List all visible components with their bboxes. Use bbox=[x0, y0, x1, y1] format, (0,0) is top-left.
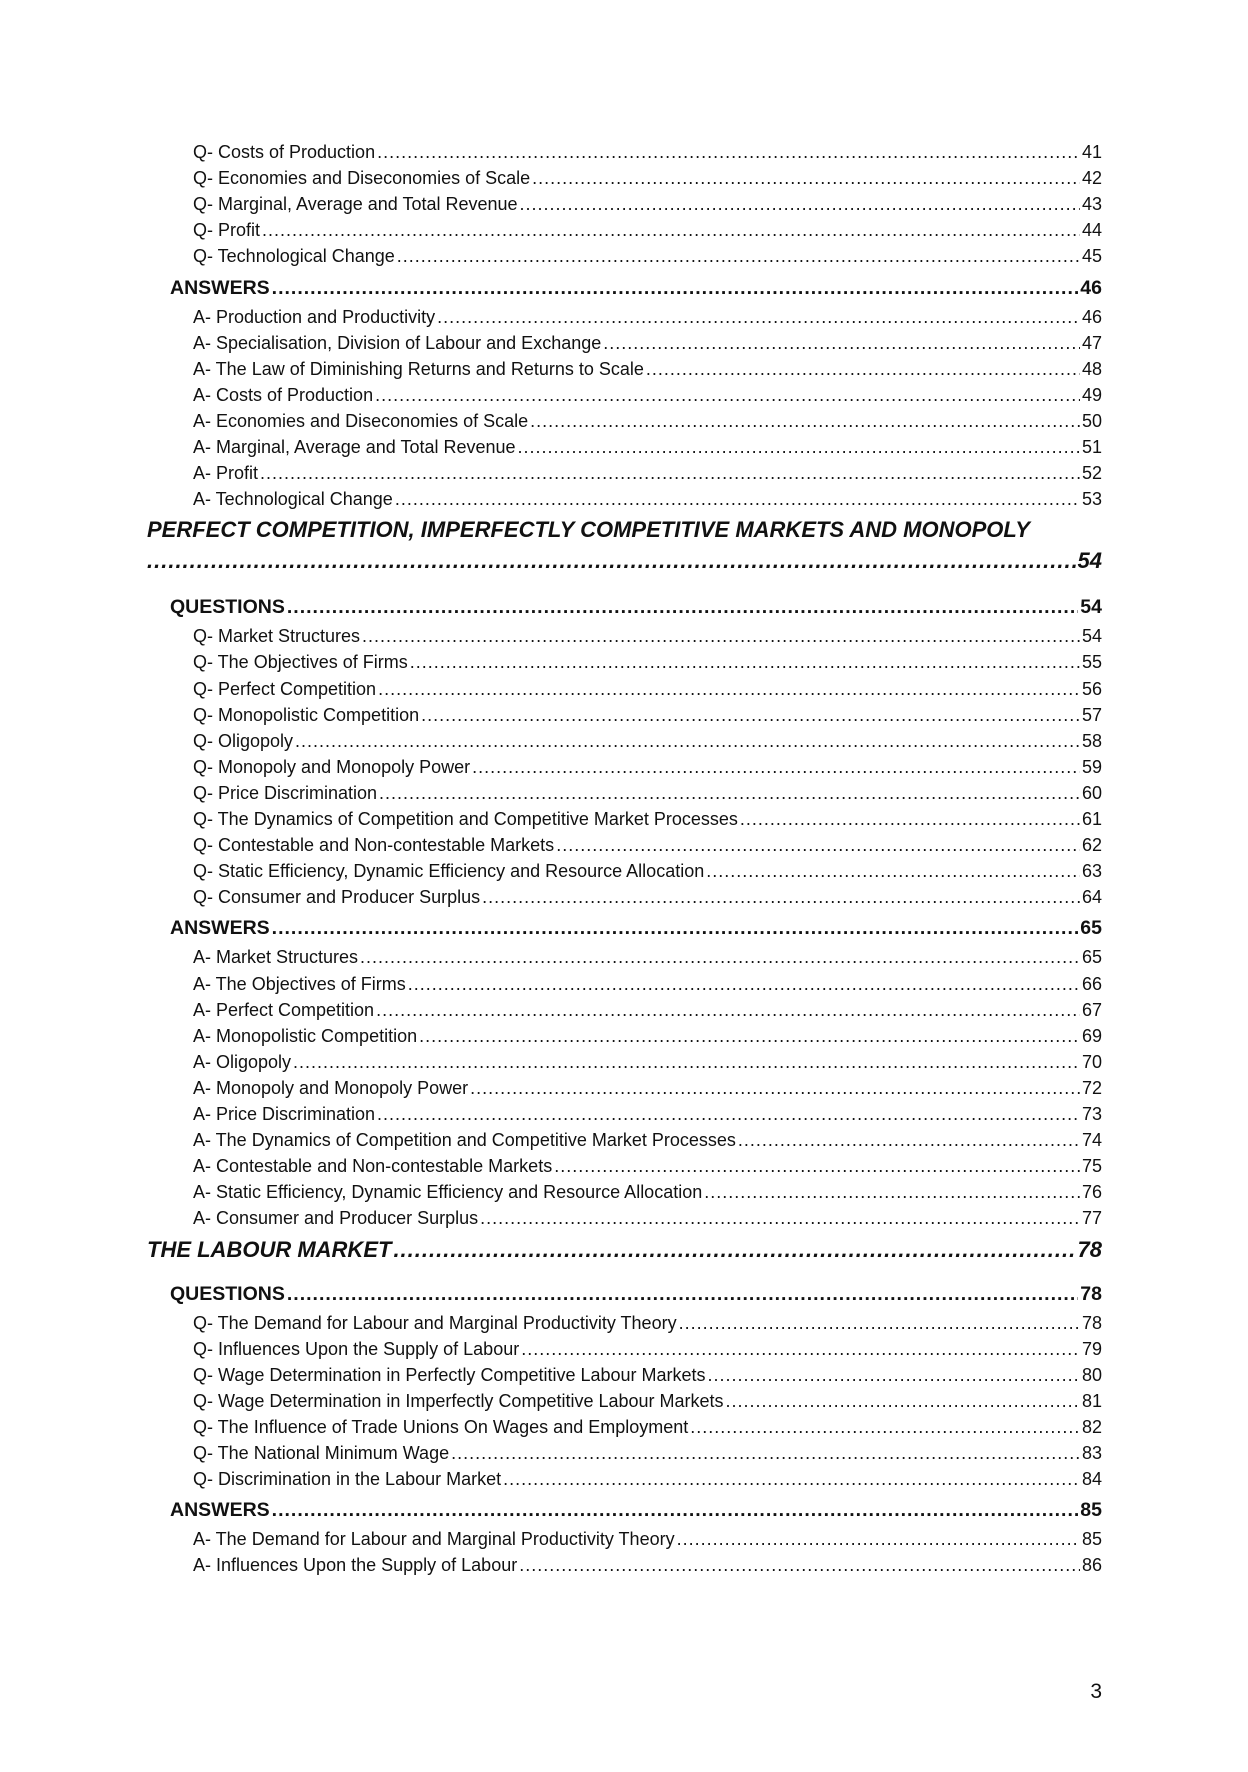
toc-entry-page-number: 74 bbox=[1081, 1130, 1102, 1151]
toc-entry[interactable] bbox=[193, 651, 1102, 673]
toc-group-heading[interactable] bbox=[170, 276, 1102, 300]
toc-entry-page-number: 82 bbox=[1081, 1416, 1102, 1437]
toc-entry-page-number: 60 bbox=[1081, 782, 1102, 803]
toc-entry-label: Q- The Demand for Labour and Marginal Productivity Theory bbox=[193, 1312, 677, 1333]
toc-entry-page-number: 56 bbox=[1081, 678, 1102, 699]
toc-entry-page-number: 79 bbox=[1081, 1338, 1102, 1359]
toc-entry[interactable] bbox=[193, 1468, 1102, 1490]
toc-entry-page-number: 48 bbox=[1081, 358, 1102, 379]
dot-leader bbox=[376, 999, 1080, 1021]
toc-entry-page-number: 44 bbox=[1081, 220, 1102, 241]
toc-section-heading-page-number: 54 bbox=[1077, 548, 1102, 574]
toc-entry-label: Q- Wage Determination in Imperfectly Competitive Labour Markets bbox=[193, 1390, 724, 1411]
toc-entry-page-number: 59 bbox=[1081, 756, 1102, 777]
toc-section-heading-label: THE LABOUR MARKET bbox=[147, 1236, 392, 1262]
toc-entry[interactable] bbox=[193, 1528, 1102, 1550]
toc-entry-label: A- Specialisation, Division of Labour and Exchange bbox=[193, 332, 602, 353]
dot-leader bbox=[408, 973, 1080, 995]
dot-leader bbox=[677, 1528, 1080, 1550]
toc-entry[interactable] bbox=[193, 1077, 1102, 1099]
toc-entry-label: A- Consumer and Producer Surplus bbox=[193, 1208, 479, 1229]
toc-entry[interactable] bbox=[193, 704, 1102, 726]
toc-entry-page-number: 57 bbox=[1081, 704, 1102, 725]
toc-section-heading-page-number: 78 bbox=[1077, 1236, 1102, 1262]
toc-entry-page-number: 62 bbox=[1081, 835, 1102, 856]
dot-leader bbox=[554, 1155, 1080, 1177]
toc-entry[interactable] bbox=[193, 1103, 1102, 1125]
dot-leader bbox=[556, 834, 1080, 856]
toc-entry[interactable] bbox=[193, 730, 1102, 752]
toc-entry-label: A- The Dynamics of Competition and Competitive Market Processes bbox=[193, 1130, 736, 1151]
toc-entry-label: Q- Market Structures bbox=[193, 626, 361, 647]
toc-entry[interactable] bbox=[193, 141, 1102, 163]
toc-entry-page-number: 80 bbox=[1081, 1364, 1102, 1385]
toc-entry-page-number: 50 bbox=[1081, 410, 1102, 431]
toc-entry-page-number: 77 bbox=[1081, 1208, 1102, 1229]
toc-entry-page-number: 72 bbox=[1081, 1077, 1102, 1098]
dot-leader bbox=[603, 332, 1080, 354]
dot-leader bbox=[726, 1390, 1080, 1412]
dot-leader bbox=[287, 595, 1078, 619]
toc-entry-label: A- Perfect Competition bbox=[193, 999, 375, 1020]
dot-leader bbox=[451, 1442, 1080, 1464]
dot-leader bbox=[377, 1103, 1080, 1125]
toc-entry[interactable] bbox=[193, 1025, 1102, 1047]
dot-leader bbox=[287, 1282, 1078, 1306]
toc-entry[interactable] bbox=[193, 886, 1102, 908]
toc-entry-page-number: 65 bbox=[1081, 947, 1102, 968]
dot-leader bbox=[690, 1416, 1080, 1438]
toc-group-heading[interactable] bbox=[170, 916, 1102, 940]
toc-entry-label: A- Market Structures bbox=[193, 947, 359, 968]
toc-section-heading[interactable] bbox=[147, 1236, 1102, 1264]
toc-entry-label: Q- Technological Change bbox=[193, 246, 395, 267]
toc-entry-page-number: 76 bbox=[1081, 1182, 1102, 1203]
dot-leader bbox=[706, 860, 1080, 882]
toc-entry-label: Q- Monopolistic Competition bbox=[193, 704, 420, 725]
toc-entry-label: A- The Demand for Labour and Marginal Productivity Theory bbox=[193, 1529, 675, 1550]
dot-leader bbox=[482, 886, 1080, 908]
dot-leader bbox=[738, 1129, 1080, 1151]
toc-entry[interactable] bbox=[193, 245, 1102, 267]
toc-entry[interactable] bbox=[193, 1312, 1102, 1334]
toc-entry[interactable] bbox=[193, 999, 1102, 1021]
dot-leader bbox=[260, 462, 1080, 484]
toc-entry[interactable] bbox=[193, 1181, 1102, 1203]
dot-leader bbox=[397, 245, 1080, 267]
toc-entry[interactable] bbox=[193, 488, 1102, 510]
toc-entry-page-number: 58 bbox=[1081, 730, 1102, 751]
toc-entry[interactable] bbox=[193, 756, 1102, 778]
toc-entry-label: A- Economies and Diseconomies of Scale bbox=[193, 410, 529, 431]
toc-entry-label: A- Production and Productivity bbox=[193, 306, 436, 327]
toc-entry[interactable] bbox=[193, 1207, 1102, 1229]
dot-leader bbox=[503, 1468, 1080, 1490]
toc-entry[interactable] bbox=[193, 973, 1102, 995]
toc-entry-label: A- Oligopoly bbox=[193, 1051, 292, 1072]
toc-entry-page-number: 86 bbox=[1081, 1555, 1102, 1576]
toc-entry[interactable] bbox=[193, 1390, 1102, 1412]
toc-entry-page-number: 78 bbox=[1081, 1312, 1102, 1333]
toc-entry-page-number: 55 bbox=[1081, 652, 1102, 673]
dot-leader bbox=[393, 1236, 1075, 1264]
toc-entry-label: Q- Influences Upon the Supply of Labour bbox=[193, 1338, 520, 1359]
toc-group-heading-label: QUESTIONS bbox=[170, 596, 285, 619]
dot-leader bbox=[421, 704, 1080, 726]
toc-entry-label: Q- Oligopoly bbox=[193, 730, 294, 751]
toc-entry-label: Q- Profit bbox=[193, 220, 261, 241]
toc-group-heading-label: QUESTIONS bbox=[170, 1282, 285, 1305]
toc-entry-label: Q- The National Minimum Wage bbox=[193, 1443, 450, 1463]
toc-entry[interactable] bbox=[193, 678, 1102, 700]
dot-leader bbox=[262, 219, 1080, 241]
toc-entry-label: A- Influences Upon the Supply of Labour bbox=[193, 1555, 518, 1576]
toc-entry-page-number: 51 bbox=[1081, 437, 1102, 457]
dot-leader bbox=[395, 488, 1080, 510]
toc-entry[interactable] bbox=[193, 1554, 1102, 1576]
toc-entry[interactable] bbox=[193, 808, 1102, 830]
toc-entry[interactable] bbox=[193, 384, 1102, 406]
dot-leader bbox=[532, 167, 1080, 189]
dot-leader bbox=[293, 1051, 1080, 1073]
toc-entry-page-number: 45 bbox=[1081, 246, 1102, 267]
toc-entry[interactable] bbox=[193, 219, 1102, 241]
toc-entry[interactable] bbox=[193, 625, 1102, 647]
toc-entry-page-number: 46 bbox=[1081, 306, 1102, 327]
toc-entry-page-number: 73 bbox=[1081, 1104, 1102, 1124]
dot-leader bbox=[272, 916, 1079, 940]
toc-entry[interactable] bbox=[193, 462, 1102, 484]
page-number: 3 bbox=[1090, 1680, 1102, 1703]
dot-leader bbox=[437, 306, 1080, 328]
dot-leader bbox=[530, 410, 1080, 432]
dot-leader bbox=[272, 1498, 1079, 1522]
toc-entry-label: Q- Economies and Diseconomies of Scale bbox=[193, 168, 531, 189]
toc-entry-label: Q- The Objectives of Firms bbox=[193, 652, 408, 673]
dot-leader bbox=[410, 651, 1080, 673]
toc-section-heading-label[interactable]: PERFECT COMPETITION, IMPERFECTLY COMPETITIVE MARKETS AND MONOPOLY bbox=[147, 517, 1030, 543]
toc-entry-page-number: 61 bbox=[1081, 809, 1102, 829]
toc-group-heading-label: ANSWERS bbox=[170, 917, 270, 940]
toc-entry[interactable] bbox=[193, 1338, 1102, 1360]
dot-leader bbox=[740, 808, 1080, 830]
toc-group-heading[interactable] bbox=[170, 1282, 1102, 1306]
toc-entry-page-number: 70 bbox=[1081, 1051, 1102, 1072]
toc-entry-label: A- Static Efficiency, Dynamic Efficiency and Resource Allocation bbox=[193, 1182, 703, 1203]
toc-entry-page-number: 75 bbox=[1081, 1156, 1102, 1177]
toc-group-heading-page-number: 54 bbox=[1080, 596, 1102, 619]
toc-entry-label: A- Price Discrimination bbox=[193, 1104, 376, 1124]
toc-entry-label: Q- Contestable and Non-contestable Markets bbox=[193, 835, 555, 856]
toc-entry[interactable] bbox=[193, 332, 1102, 354]
toc-entry-page-number: 81 bbox=[1081, 1390, 1102, 1411]
toc-entry-label: Q- Static Efficiency, Dynamic Efficiency and Resource Allocation bbox=[193, 861, 705, 882]
toc-entry-label: A- Monopolistic Competition bbox=[193, 1025, 418, 1046]
toc-group-heading-label: ANSWERS bbox=[170, 1499, 270, 1522]
toc-entry-page-number: 69 bbox=[1081, 1025, 1102, 1046]
dot-leader bbox=[472, 756, 1080, 778]
dot-leader bbox=[377, 141, 1080, 163]
toc-entry[interactable] bbox=[193, 306, 1102, 328]
toc-entry-page-number: 85 bbox=[1081, 1529, 1102, 1550]
toc-entry-page-number: 64 bbox=[1081, 887, 1102, 908]
dot-leader bbox=[520, 193, 1080, 215]
toc-entry-page-number: 49 bbox=[1081, 384, 1102, 405]
toc-entry-page-number: 83 bbox=[1081, 1443, 1102, 1463]
toc-entry-label: A- The Objectives of Firms bbox=[193, 973, 406, 994]
dot-leader bbox=[480, 1207, 1080, 1229]
toc-entry-label: Q- The Dynamics of Competition and Competitive Market Processes bbox=[193, 809, 738, 829]
toc-entry-page-number: 63 bbox=[1081, 861, 1102, 882]
dot-leader bbox=[704, 1181, 1080, 1203]
toc-entry[interactable] bbox=[193, 834, 1102, 856]
toc-entry-label: A- The Law of Diminishing Returns and Returns to Scale bbox=[193, 358, 644, 379]
toc-entry-label: Q- Consumer and Producer Surplus bbox=[193, 887, 481, 908]
toc-group-heading-page-number: 46 bbox=[1080, 276, 1102, 299]
toc-entry-label: A- Marginal, Average and Total Revenue bbox=[193, 437, 516, 457]
toc-entry-label: Q- Costs of Production bbox=[193, 142, 376, 162]
toc-entry-label: A- Profit bbox=[193, 463, 259, 484]
toc-entry-label: Q- Discrimination in the Labour Market bbox=[193, 1469, 502, 1490]
dot-leader bbox=[295, 730, 1080, 752]
toc-entry-page-number: 84 bbox=[1081, 1469, 1102, 1490]
dot-leader bbox=[362, 625, 1080, 647]
toc-section-heading-leader[interactable] bbox=[147, 547, 1102, 575]
toc-entry-label: Q- Wage Determination in Perfectly Competitive Labour Markets bbox=[193, 1364, 706, 1385]
toc-entry[interactable] bbox=[193, 358, 1102, 380]
toc-entry[interactable] bbox=[193, 1051, 1102, 1073]
toc-entry-label: Q- Marginal, Average and Total Revenue bbox=[193, 194, 518, 215]
toc-entry[interactable] bbox=[193, 1442, 1102, 1464]
dot-leader bbox=[679, 1312, 1080, 1334]
dot-leader bbox=[360, 946, 1080, 968]
toc-entry-page-number: 66 bbox=[1081, 973, 1102, 994]
toc-entry[interactable] bbox=[193, 193, 1102, 215]
toc-entry[interactable] bbox=[193, 1416, 1102, 1438]
toc-entry-label: A- Monopoly and Monopoly Power bbox=[193, 1077, 469, 1098]
toc-entry-page-number: 47 bbox=[1081, 332, 1102, 353]
toc-entry[interactable] bbox=[193, 167, 1102, 189]
toc-group-heading-page-number: 65 bbox=[1080, 917, 1102, 940]
toc-entry[interactable] bbox=[193, 1364, 1102, 1386]
toc-entry[interactable] bbox=[193, 436, 1102, 458]
toc-entry[interactable] bbox=[193, 1129, 1102, 1151]
toc-entry-label: Q- Perfect Competition bbox=[193, 678, 377, 699]
dot-leader bbox=[518, 436, 1080, 458]
toc-group-heading-page-number: 85 bbox=[1080, 1499, 1102, 1522]
toc-entry[interactable] bbox=[193, 410, 1102, 432]
toc-entry-page-number: 42 bbox=[1081, 168, 1102, 189]
toc-entry[interactable] bbox=[193, 860, 1102, 882]
dot-leader bbox=[419, 1025, 1080, 1047]
toc-entry-label: A- Contestable and Non-contestable Markets bbox=[193, 1156, 553, 1177]
toc-entry-page-number: 41 bbox=[1081, 142, 1102, 162]
dot-leader bbox=[470, 1077, 1080, 1099]
dot-leader bbox=[379, 782, 1080, 804]
toc-group-heading[interactable] bbox=[170, 595, 1102, 619]
toc-entry-page-number: 53 bbox=[1081, 489, 1102, 510]
toc-entry-label: A- Costs of Production bbox=[193, 384, 374, 405]
dot-leader bbox=[519, 1554, 1080, 1576]
toc-entry-page-number: 43 bbox=[1081, 194, 1102, 215]
toc-entry-label: Q- Price Discrimination bbox=[193, 782, 378, 803]
toc-entry[interactable] bbox=[193, 1155, 1102, 1177]
toc-entry[interactable] bbox=[193, 946, 1102, 968]
dot-leader bbox=[272, 276, 1079, 300]
dot-leader bbox=[521, 1338, 1080, 1360]
dot-leader bbox=[646, 358, 1080, 380]
toc-entry[interactable] bbox=[193, 782, 1102, 804]
toc-entry-page-number: 54 bbox=[1081, 626, 1102, 647]
toc-entry-label: Q- Monopoly and Monopoly Power bbox=[193, 756, 471, 777]
toc-group-heading[interactable] bbox=[170, 1498, 1102, 1522]
toc-entry-page-number: 52 bbox=[1081, 463, 1102, 484]
toc-entry-page-number: 67 bbox=[1081, 999, 1102, 1020]
dot-leader bbox=[708, 1364, 1080, 1386]
dot-leader bbox=[378, 678, 1080, 700]
toc-entry-label: A- Technological Change bbox=[193, 489, 393, 510]
toc-group-heading-page-number: 78 bbox=[1080, 1282, 1102, 1305]
toc-group-heading-label: ANSWERS bbox=[170, 276, 270, 299]
dot-leader bbox=[375, 384, 1080, 406]
dot-leader bbox=[147, 547, 1076, 575]
toc-entry-label: Q- The Influence of Trade Unions On Wages and Employment bbox=[193, 1416, 689, 1437]
